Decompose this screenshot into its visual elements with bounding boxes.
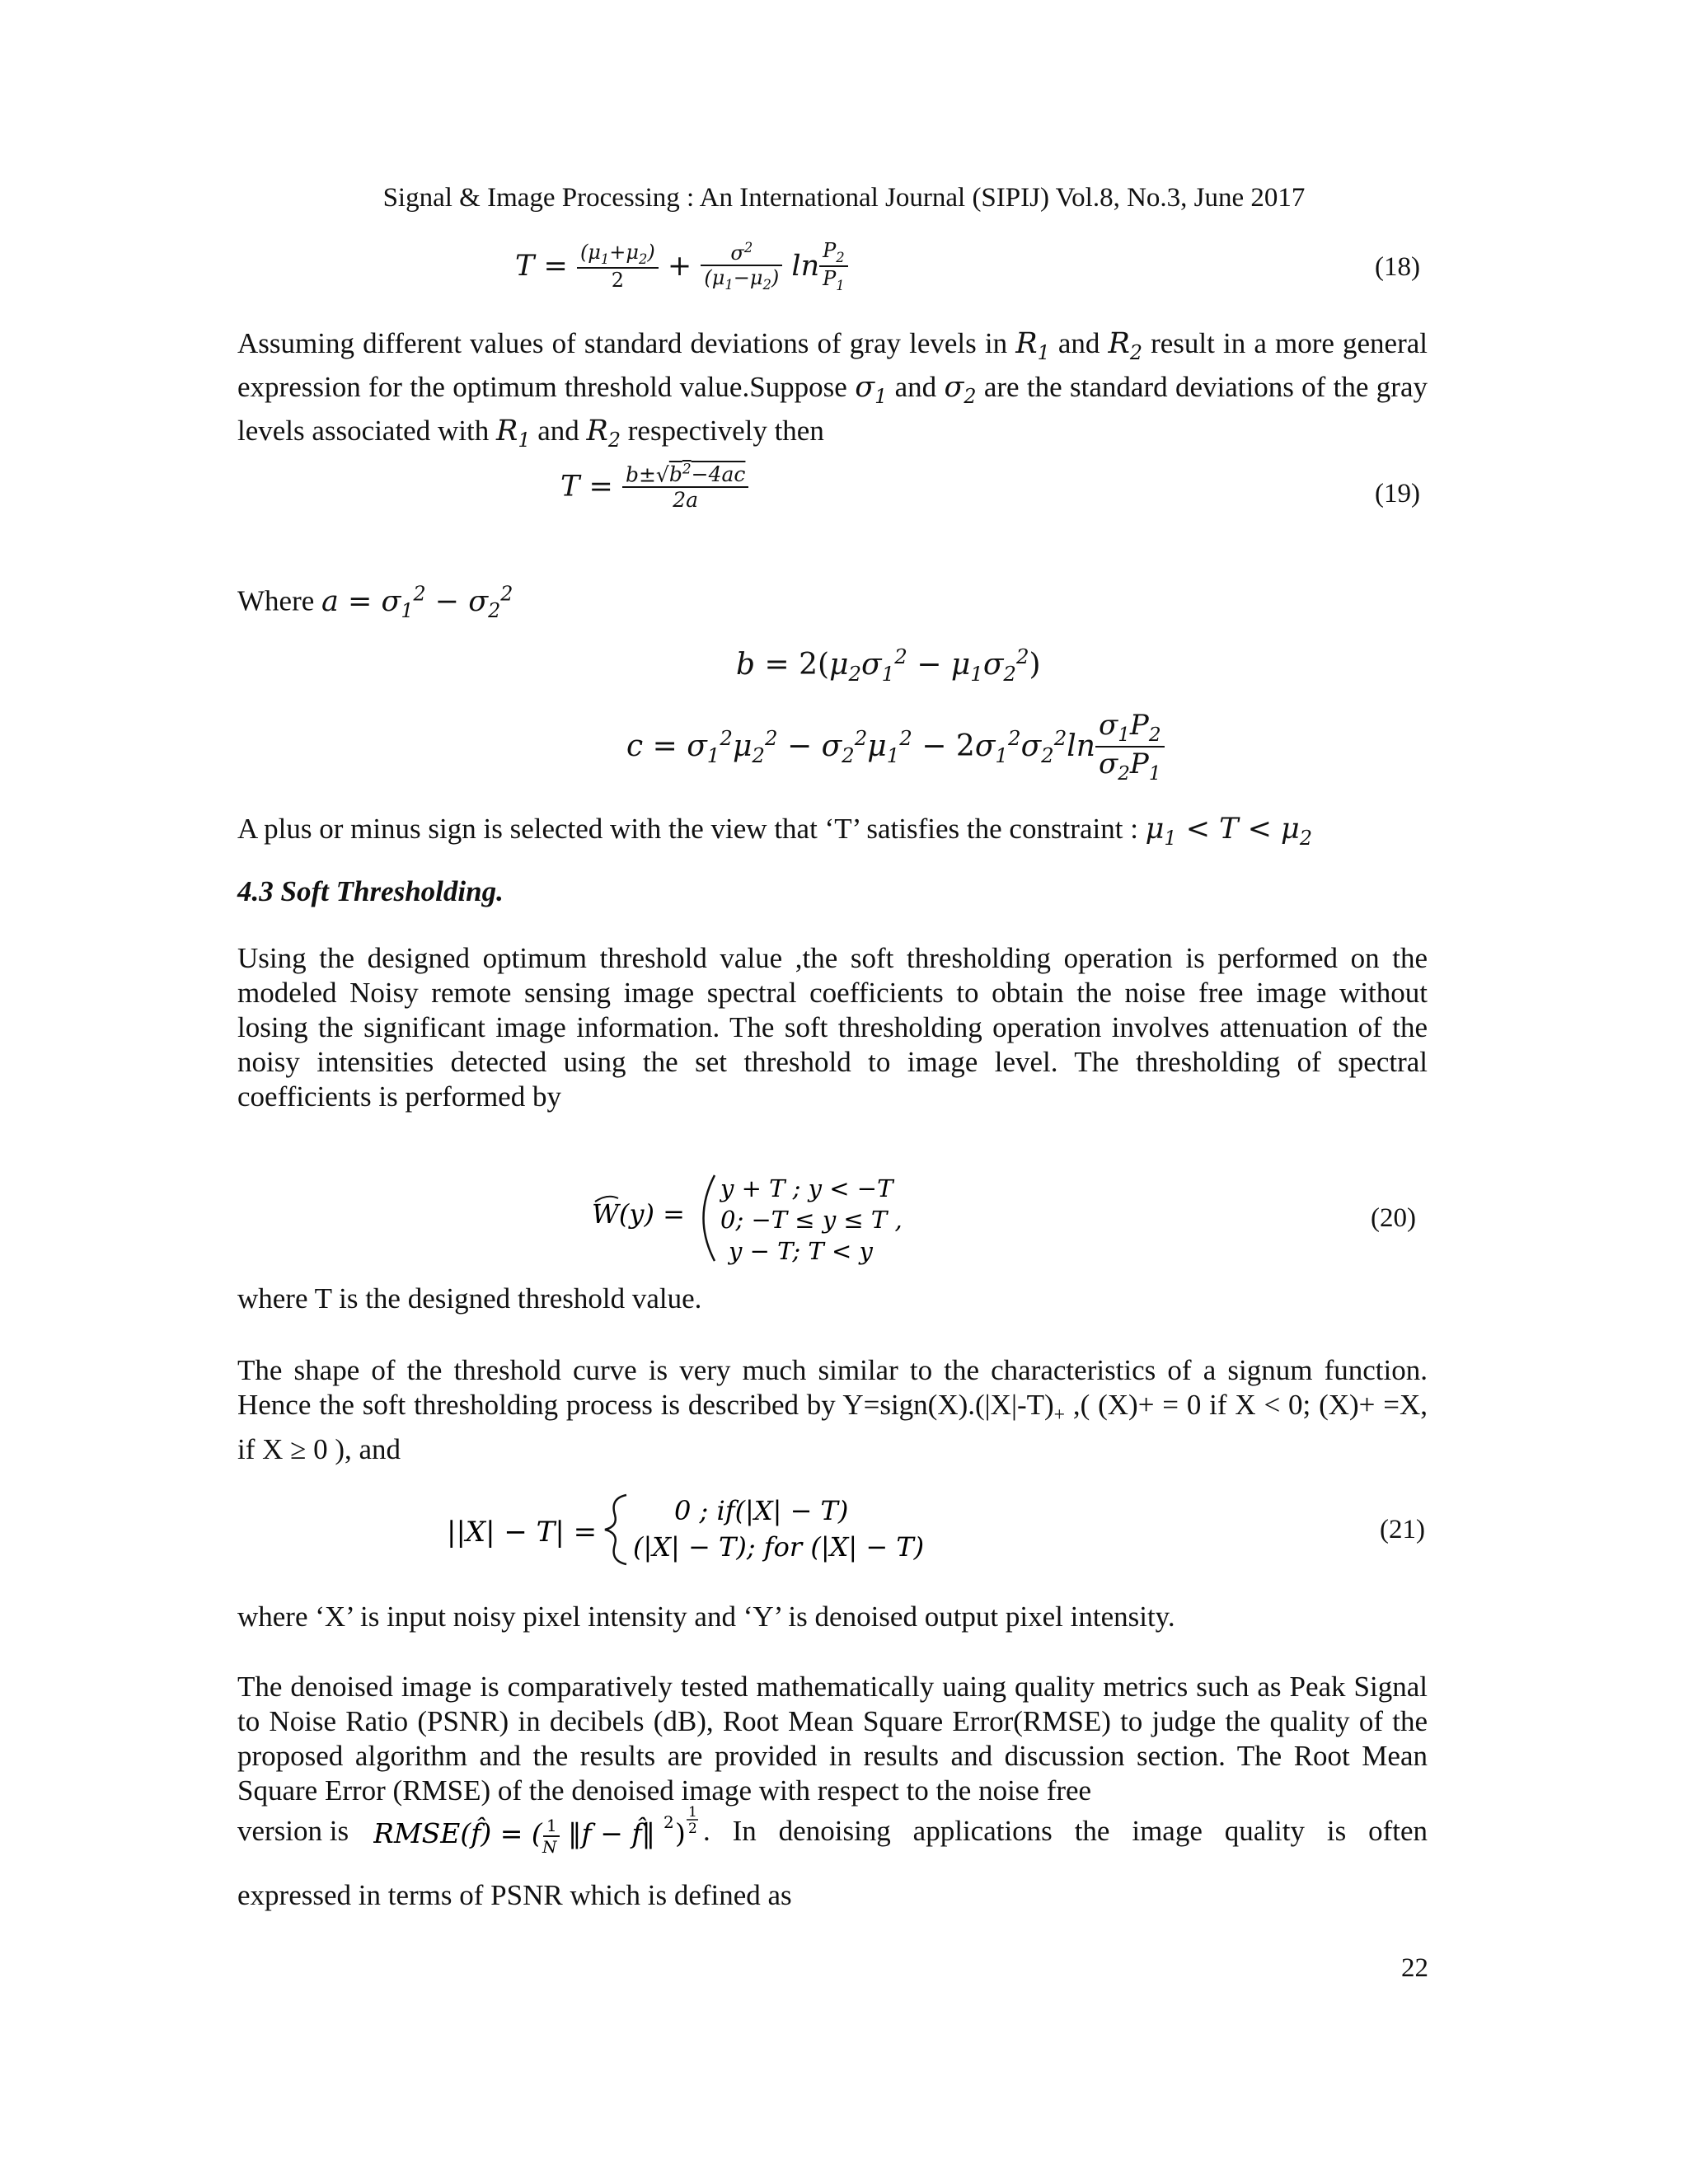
svg-text:1: 1 [688, 1805, 697, 1821]
svg-text:W(y) =: W(y) = [592, 1198, 685, 1230]
paragraph-sign-constraint: A plus or minus sign is selected with the view that ‘T’ satisfies the constraint : $\mu_1 < T < \mu_2$ [237, 813, 1312, 850]
equation-20 [587, 1169, 933, 1268]
equation-20-graphic [587, 1169, 933, 1268]
svg-text:y − T; T < y: y − T; T < y [729, 1237, 873, 1265]
b-definition: $b = 2(\mu_2\sigma_1^2 - \mu_1\sigma_2^2)$ [736, 644, 1041, 687]
equation-19: T = $\frac{b\pm√b^2-4ac}{2a}$ [560, 462, 748, 512]
svg-text:1: 1 [546, 1816, 557, 1835]
svg-text:y + T ; y < −T: y + T ; y < −T [720, 1174, 893, 1202]
svg-text:2: 2 [688, 1821, 697, 1837]
running-header: Signal & Image Processing : An International Journal (SIPIJ) Vol.8, No.3, June 2017 [382, 183, 1306, 213]
paragraph-xy-definition: where ‘X’ is input noisy pixel intensity and ‘Y’ is denoised output pixel intensity. [237, 1601, 1175, 1633]
section-heading: 4.3 Soft Thresholding. [237, 875, 504, 907]
paragraph-signum: The shape of the threshold curve is very much similar to the characteristics of a signum function. Hence the soft thresholding process is described by $Y=sign(X).(|X|-T)_+$ ,( (X)+ = 0 if X < 0; (X)+ =X, if X ≥ 0 ), and [237, 1354, 1428, 1465]
equation-number-20: (20) [1371, 1203, 1416, 1233]
svg-text:0 ; if(|X| − T): 0 ; if(|X| − T) [674, 1495, 849, 1526]
page-number: 22 [1401, 1953, 1428, 1983]
equation-21 [445, 1483, 940, 1574]
equation-21-graphic [445, 1483, 940, 1574]
rmse-line: version is RMSE(f̂) = ( 1 N ‖f − f̂‖ 2 ) 1 2 . In denoising applications the image quality is often [237, 1805, 1428, 1854]
svg-text:‖f − f̂‖: ‖f − f̂‖ [568, 1817, 656, 1849]
svg-text:RMSE(f̂) = (: RMSE(f̂) = ( [373, 1817, 542, 1849]
paragraph-soft-thresholding: Using the designed optimum threshold value ,the soft thresholding operation is performed on the modeled Noisy remote sensing image spectral coefficients to obtain the noise free image without losing the significant image information. The soft thresholding operation involves attenuation of the noisy intensities detected using the set threshold to image level. The thresholding of spectral coefficients is performed by [237, 942, 1428, 1113]
paragraph-optimum-threshold: Assuming different values of standard deviations of gray levels in $R_1$ and $R_2$ result in a more general expression for the optimum threshold value.Suppose $\sigma_1$ and $\sigma_2$ are the standard deviations of the gray levels associated with $R_1$ and $R_2$ respectively then [237, 327, 1428, 452]
svg-text:||X| − T| =: ||X| − T| = [447, 1516, 598, 1549]
equation-number-19: (19) [1375, 479, 1420, 509]
paragraph-quality-metrics: The denoised image is comparatively tested mathematically uaing quality metrics such as Peak Signal to Noise Ratio (PSNR) in decibels (dB), Root Mean Square Error(RMSE) to judge the quality of the proposed algorithm and the results are provided in results and discussion section. The Root Mean Square Error (RMSE) of the denoised image with respect to the noise free [237, 1671, 1428, 1807]
equation-18: T = $\frac{(\mu_1+\mu_2)}{2}$ + $\frac{\sigma^2}{(\mu_1-\mu_2)}$ ln $\frac{P_2}{P_1}$ [515, 239, 848, 293]
where-a-definition: Where $a = \sigma_1^2 - \sigma_2^2$ [237, 582, 513, 622]
paragraph-psnr-intro: expressed in terms of PSNR which is defined as [237, 1879, 792, 1911]
c-definition: $c = \sigma_1^2\mu_2^2 - \sigma_2^2\mu_1^2 - 2\sigma_1^2\sigma_2^2\ln$ $\frac{\sigma_1P_2}{\sigma_2P_1}$ [626, 709, 1165, 785]
svg-text:): ) [675, 1817, 686, 1849]
equation-number-18: (18) [1375, 252, 1420, 282]
svg-text:(|X| − T); for (|X| − T): (|X| − T); for (|X| − T) [633, 1531, 925, 1563]
paragraph-threshold-note: where T is the designed threshold value. [237, 1282, 702, 1315]
svg-text:N: N [542, 1837, 557, 1854]
svg-text:2: 2 [663, 1812, 674, 1832]
equation-number-21: (21) [1380, 1515, 1425, 1544]
svg-text:0; −T ≤ y ≤ T ,: 0; −T ≤ y ≤ T , [720, 1206, 903, 1234]
